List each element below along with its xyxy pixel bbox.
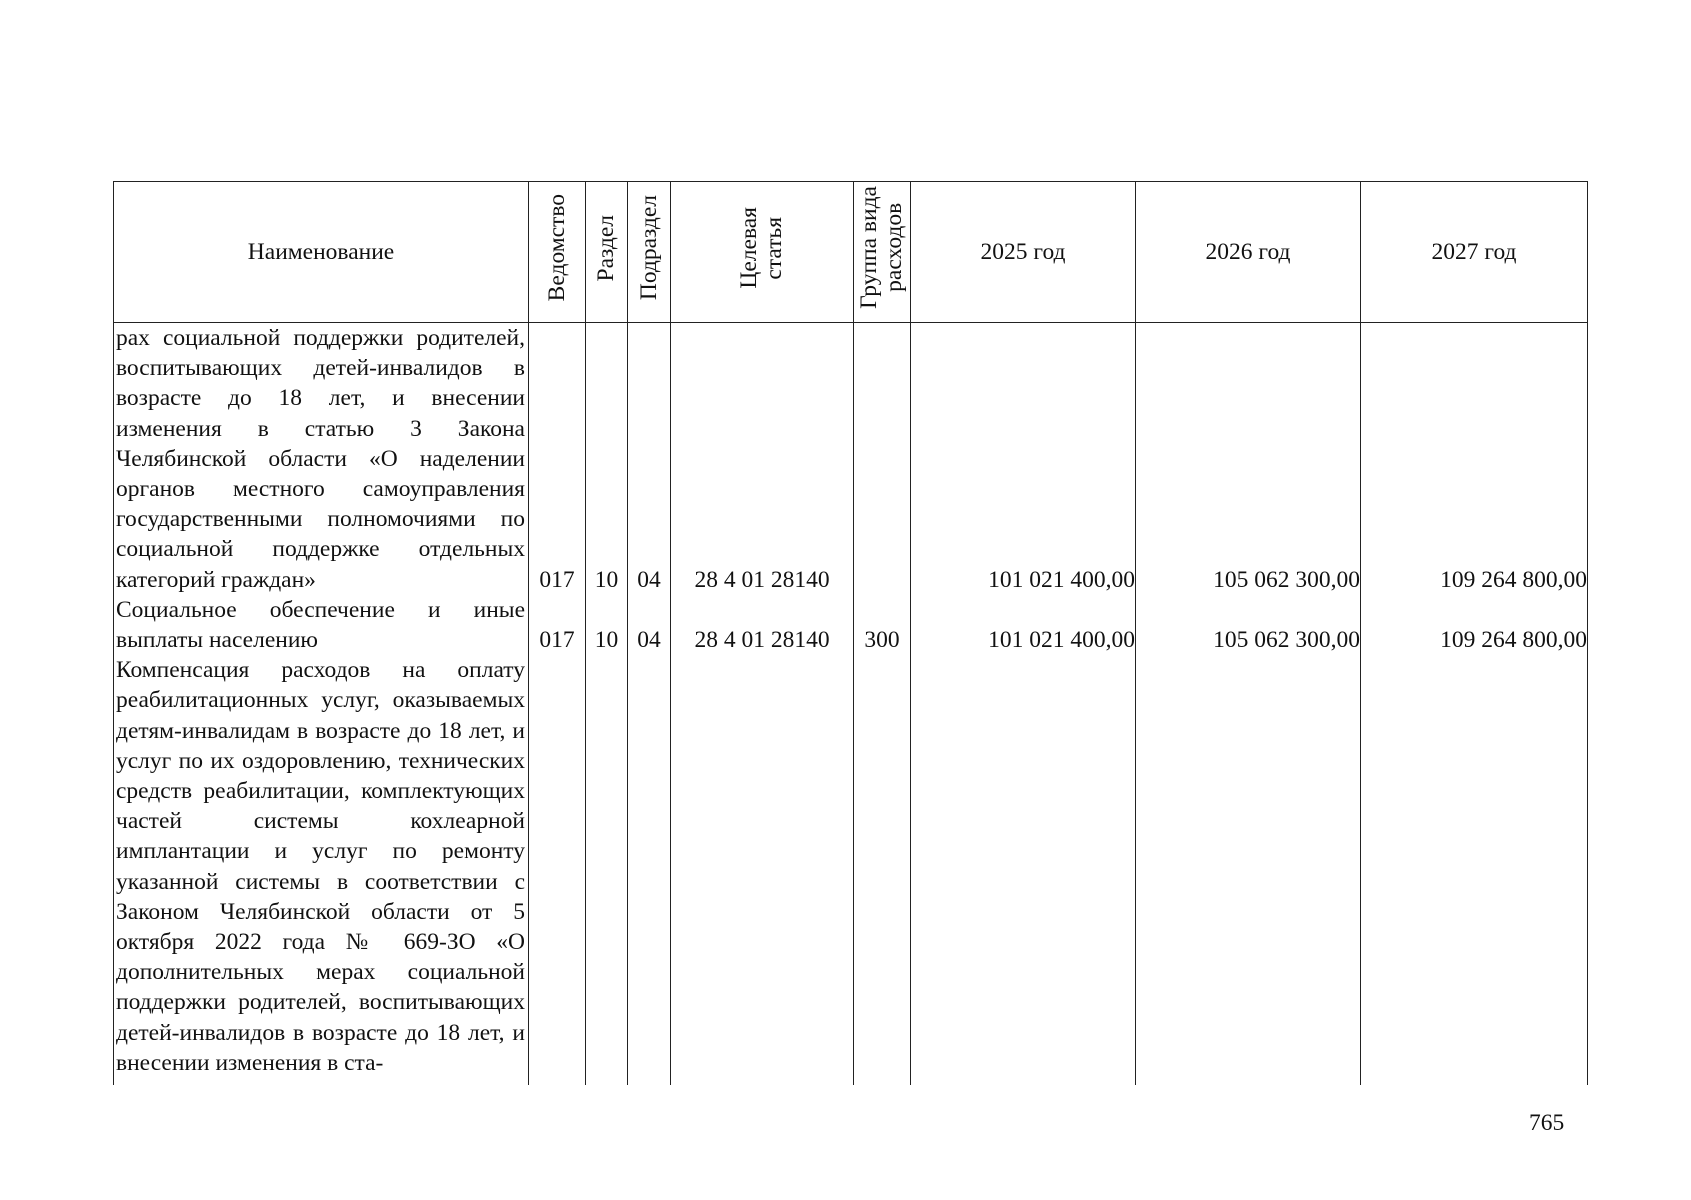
row-podrazdel: 04 [628, 595, 671, 655]
row-razdel: 10 [586, 595, 628, 655]
header-2025: 2025 год [911, 182, 1136, 323]
row-gruppa [854, 323, 911, 595]
header-celevaya-statya: Целевая статья [671, 182, 854, 323]
table-row [114, 595, 1588, 655]
row-razdel: 10 [586, 323, 628, 595]
budget-table [113, 181, 1588, 1085]
table-row [114, 323, 1588, 595]
row-celevaya-statya [671, 655, 854, 1085]
header-name: Наименование [114, 182, 529, 323]
table-row [114, 655, 1588, 1085]
row-vedomstvo: 017 [529, 323, 586, 595]
header-razdel: Раздел [586, 182, 628, 323]
header-podrazdel: Подраздел [628, 182, 671, 323]
row-amount-2027: 109 264 800,00 [1361, 595, 1588, 655]
row-amount-2025: 101 021 400,00 [911, 595, 1136, 655]
row-amount-2027 [1361, 655, 1588, 1085]
row-amount-2026: 105 062 300,00 [1136, 595, 1361, 655]
row-celevaya-statya: 28 4 01 28140 [671, 323, 854, 595]
row-amount-2025: 101 021 400,00 [911, 323, 1136, 595]
row-podrazdel: 04 [628, 323, 671, 595]
row-name: Компенсация расходов на оплату реабилитационных услуг, оказываемых детям-инвалидам в возрасте до 18 лет, и услуг по их оздоровлению, технических средств реабилитации, комплектующих частей системы кохлеарной имплантации и услуг по ремонту указанной системы в соответствии с Законом Челябинской области от 5 октября 2022 года № 669-ЗО «О дополнительных мерах социальной поддержки родителей, воспитывающих детей-инвалидов в возрасте до 18 лет, и внесении изменения в ста- [114, 655, 529, 1085]
row-gruppa: 300 [854, 595, 911, 655]
row-vedomstvo [529, 655, 586, 1085]
row-vedomstvo: 017 [529, 595, 586, 655]
row-celevaya-statya: 28 4 01 28140 [671, 595, 854, 655]
row-amount-2025 [911, 655, 1136, 1085]
header-2026: 2026 год [1136, 182, 1361, 323]
row-podrazdel [628, 655, 671, 1085]
page-number: 765 [1529, 1110, 1565, 1136]
header-gruppa-vida-rashodov: Группа вида расходов [854, 182, 911, 323]
table-header-row [114, 182, 1588, 323]
row-name: Социальное обеспечение и иные выплаты населению [114, 595, 529, 655]
row-amount-2027: 109 264 800,00 [1361, 323, 1588, 595]
header-2027: 2027 год [1361, 182, 1588, 323]
header-vedomstvo: Ведомство [529, 182, 586, 323]
row-amount-2026 [1136, 655, 1361, 1085]
row-amount-2026: 105 062 300,00 [1136, 323, 1361, 595]
row-razdel [586, 655, 628, 1085]
row-name: рах социальной поддержки родителей, воспитывающих детей-инвалидов в возрасте до 18 лет, и внесении изменения в статью 3 Закона Челябинской области «О наделении органов местного самоуправления государственными полномочиями по социальной поддержке отдельных категорий граждан» [114, 323, 529, 595]
row-gruppa [854, 655, 911, 1085]
